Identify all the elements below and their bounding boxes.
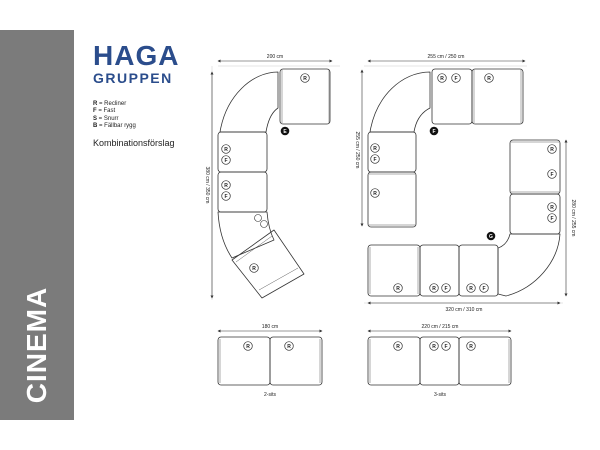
fixed-marker-label: F [373, 156, 377, 163]
recliner-marker-label: R [469, 343, 473, 350]
recliner-marker-label: R [252, 265, 256, 272]
fixed-marker-label: F [454, 75, 458, 82]
recliner-marker-label: R [550, 146, 554, 153]
recliner-marker-label: R [432, 343, 436, 350]
brand-line1: HAGA [93, 40, 180, 71]
seat-e-corner-bottom [218, 212, 274, 258]
legend-item-fixed: F = Fast [93, 108, 116, 115]
config-e [212, 66, 340, 300]
dimension-lines [212, 61, 566, 331]
badge-e-label: E [283, 128, 287, 135]
dim-e-width-label: 200 cm [266, 54, 284, 60]
dim-2-width-label: 180 cm [261, 324, 279, 330]
seat-g-bottom-mid2 [459, 245, 498, 296]
sidebar-label: CINEMA [21, 286, 52, 404]
seat-2-right [270, 337, 322, 385]
seat-g-bottom-mid1 [420, 245, 459, 296]
dim-g-height-label: 280 cm / 255 cm [570, 199, 576, 237]
recliner-marker-label: R [469, 285, 473, 292]
seat-f-top-right [472, 69, 523, 124]
config-g [364, 140, 563, 303]
recliner-marker-label: R [224, 182, 228, 189]
dim-g-width-label: 320 cm / 310 cm [445, 307, 483, 313]
badge-f-label: F [432, 128, 436, 135]
legend-item-recliner: R = Recliner [93, 101, 127, 107]
recliner-marker-label: R [440, 75, 444, 82]
caption-3-sits: 3-sits [434, 392, 446, 398]
badge-g-label: G [489, 233, 493, 240]
recliner-marker-label: R [487, 75, 491, 82]
fixed-marker-label: F [482, 285, 486, 292]
dim-3-width-label: 220 cm / 215 cm [421, 324, 459, 330]
seat-e-corner-top [220, 72, 278, 132]
caption-2-sits: 2-sits [264, 392, 276, 398]
seat-3-mid [420, 337, 459, 385]
recliner-marker-label: R [303, 75, 307, 82]
seat-g-corner [498, 234, 560, 296]
recliner-marker-label: R [246, 343, 250, 350]
fixed-marker-label: F [444, 285, 448, 292]
recliner-marker-label: R [396, 285, 400, 292]
config-3-sits [368, 337, 511, 385]
dim-f-height-label: 255 cm / 250 cm [354, 131, 360, 169]
legend-item-swivel: S = Snurr [93, 115, 119, 122]
recliner-marker-label: R [373, 145, 377, 152]
seat-e-bottom [232, 230, 304, 298]
recliner-marker-label: R [224, 146, 228, 153]
recliner-marker-label: R [550, 204, 554, 211]
fixed-marker-label: F [224, 157, 228, 164]
fixed-marker-label: F [550, 215, 554, 222]
seat-f-corner [370, 72, 430, 132]
dim-e-height-label: 380 cm / 350 cm [204, 166, 210, 204]
legend-item-folding-back: B = Fällbar rygg [93, 123, 136, 130]
recliner-marker-label: R [373, 190, 377, 197]
fixed-marker-label: F [224, 193, 228, 200]
fixed-marker-label: F [444, 343, 448, 350]
fixed-marker-label: F [550, 171, 554, 178]
config-f [364, 66, 527, 227]
recliner-marker-label: R [396, 343, 400, 350]
recliner-marker-label: R [432, 285, 436, 292]
section-title: Kombinationsförslag [93, 138, 175, 148]
recliner-marker-label: R [287, 343, 291, 350]
brand-line2: GRUPPEN [93, 70, 173, 86]
config-2-sits [218, 337, 322, 385]
seat-f-left2 [368, 172, 416, 227]
dim-f-width-label: 255 cm / 250 cm [427, 54, 465, 60]
